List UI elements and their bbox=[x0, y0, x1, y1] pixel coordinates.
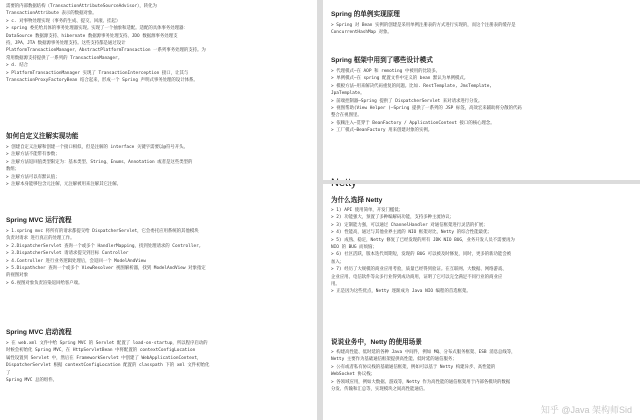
why-netty-section bbox=[331, 196, 634, 296]
watermark-text: 知乎 @Java 架构师Sid bbox=[540, 405, 632, 415]
bullet-line: JpaTemplate。 bbox=[331, 91, 365, 97]
section-heading: 为什么选择 Netty bbox=[331, 197, 383, 204]
singleton-section bbox=[331, 10, 634, 37]
netty-usage-section bbox=[331, 338, 634, 393]
bullet-line: Netty 主要作为基础通信框架提供高性能、低时延的通信服务； bbox=[331, 357, 457, 363]
bullet-line: 属性设置到 Servlet 中，然后在 FrameworkServlet 中创建了 WebApplicationContext， bbox=[6, 355, 202, 361]
intro-line: > PlatformTransactionManager 实现了 TransactionInterception 接口，让其与 bbox=[6, 70, 189, 76]
bullet-line: > 注解本身能够包含元注解，元注解被用来注解其它注解。 bbox=[6, 182, 122, 188]
page-break-divider bbox=[323, 180, 640, 184]
bullet-line: 时候会初始化 Spring MVC，在 HttpServletBean 中将配置的 contextConfigLocation bbox=[6, 348, 196, 354]
bullet-line: WebSocket 协议栈； bbox=[331, 372, 375, 378]
bullet-line: DispatcherServlet 根据 contextConfigLocation 配置的 classpath 下的 xml 文件初始化 bbox=[6, 363, 210, 369]
bullet-line: > 注解方法可以有默认值； bbox=[6, 174, 60, 180]
bullet-line: > 5) 成熟、稳定，Netty 修复了已经发现的所有 JDK NIO BUG，业务开发人员不需要再为 bbox=[331, 237, 515, 243]
bullet-line: > 4) 性能高，通过与其他业界主流的 NIO 框架对比，Netty 的综合性能最优； bbox=[331, 230, 492, 236]
section-heading: Spring MVC 启动流程 bbox=[6, 329, 72, 336]
bullet-line: > 公有或者私有协议栈的基础通信框架，例如可以基于 Netty 构建异步、高性能的 bbox=[331, 364, 496, 370]
bullet-line: 企业应用、电信软件等众多行业得到成功商用，证明了它可以完全满足不同行业的商业应 bbox=[331, 274, 503, 280]
bullet-line: > 视图帮助(View Helper )—Spring 提供了一系列的 JSP 标签，高效宏来辅助将分散的代码 bbox=[331, 106, 522, 112]
intro-line: TransactionProxyFactoryBean 结合起来，形成一个 Spring 声明式事务处理的设计体系。 bbox=[6, 78, 198, 84]
intro-line: > spring 委托给具体的事务处理器实现。实现了一个抽象和适配。适配的具体事务处理器： bbox=[6, 26, 188, 32]
bullet-line: 了 bbox=[6, 370, 11, 376]
bullet-line: 的视图对象 bbox=[6, 273, 28, 279]
bullet-line: > 创建自定义注解和创建一个接口相似，但是注解的 interface 关键字需要以@符号开头。 bbox=[6, 145, 188, 150]
bullet-line: > 工厂模式—BeanFactory 用来创建对象的实例。 bbox=[331, 128, 433, 134]
bullet-line: Spring MVC 总的组件。 bbox=[6, 378, 58, 384]
bullet-line: > 注解方法返回值类型限定为：基本类型、String、Enums、Annotation 或者是这些类型的 bbox=[6, 159, 193, 165]
design-patterns-section bbox=[331, 56, 634, 135]
intro-line: TransactionAttribute 表示的数据对象。 bbox=[6, 11, 97, 17]
left-document-page bbox=[0, 0, 317, 420]
bullet-line: > 1) API 使用简单，开发门槛低； bbox=[331, 208, 404, 213]
bullet-line: > 模板方法—用来解决代码重复的问题。比如. RestTemplate, JmsTemplate, bbox=[331, 83, 492, 89]
bullet-line: > 4.Controller 进行业务逻辑处理后，会返回一个 ModelAndView bbox=[6, 258, 146, 264]
bullet-line: > 3.DispatcherServlet 请请求提交到目标 Controller bbox=[6, 251, 129, 257]
bullet-line: > 前端控制器—Spring 提供了 DispatcherServlet 来对请求进行分发。 bbox=[331, 98, 483, 104]
bullet-line: > 注解方法不能带有参数； bbox=[6, 152, 60, 158]
section-heading: 说说业务中，Netty 的使用场景 bbox=[331, 339, 422, 346]
bullet-line: > 6.视图对象负责渲染返回给客户端。 bbox=[6, 280, 83, 286]
intro-line: > d. 结合 bbox=[6, 63, 28, 69]
bullet-line: 整合在视图里。 bbox=[331, 113, 362, 119]
bullet-line: > 5.Dispathcher 查询一个或多个 ViewResolver 视图解析器，找到 ModelAndView 对象指定 bbox=[6, 266, 206, 272]
bullet-line: > 正是因为这些优点，Netty 逐渐成为 Java NIO 编程的首选框架。 bbox=[331, 289, 471, 295]
bullet-line: 加入； bbox=[331, 259, 345, 265]
section-heading: 如何自定义注解实现功能 bbox=[6, 133, 79, 140]
bullet-line: > 构建高性能、低时延的各种 Java 中间件，例如 MQ、分布式服务框架、ESB 消息总线等， bbox=[331, 350, 516, 355]
bullet-line: > 3) 定制能力强，可以通过 ChannelHandler 对通信框架进行灵活的扩展； bbox=[331, 222, 488, 228]
intro-line: 持，JPA、JTA 数据源事务处理支持。这些支持都是通过设计 bbox=[6, 41, 126, 47]
bullet-line: > 2.DispatcherServlet 查询一个或多个 HandlerMapping，找到处理请求的 Controller。 bbox=[6, 243, 204, 249]
section-heading: Spring 的单例实现原理 bbox=[331, 11, 400, 18]
bullet-line: ConcurrentHashMap 对象。 bbox=[331, 30, 392, 36]
bullet-line: > 代理模式—在 AOP 和 remoting 中被用的比较多。 bbox=[331, 69, 441, 74]
bullet-line: 数组； bbox=[6, 167, 20, 173]
bullet-line: > 2) 功能强大，预置了多种编解码功能，支持多种主流协议； bbox=[331, 215, 454, 221]
intro-block bbox=[6, 3, 311, 84]
custom-annotation-section bbox=[6, 132, 311, 188]
right-document-page bbox=[323, 0, 640, 420]
bullet-line: > Spring 对 Bean 实例的创建是采用单例注册表的方式进行实现的，而这个注册表的缓存是 bbox=[331, 23, 516, 28]
intro-line: 常用数据源支持提供了一系列的 TransactionManager。 bbox=[6, 55, 123, 61]
bullet-line: > 在 web.xml 文件中给 Spring MVC 的 Servlet 配置了 load-on-startup，所以程序启动的 bbox=[6, 341, 208, 346]
bullet-line: > 依赖注入—贯穿于 BeanFactory / ApplicationContext 接口的核心理念。 bbox=[331, 120, 495, 126]
bullet-line: > 7) 经历了大规模的商业应用考验，质量已经得到验证。在互联网、大数据、网络游戏、 bbox=[331, 267, 507, 273]
intro-line: PlatformTransactionManager、AbstractPlatformTransaction 一系列事务处理的支持。为 bbox=[6, 48, 206, 54]
bullet-line: NIO 的 BUG 而烦恼； bbox=[331, 245, 377, 251]
section-heading: Spring 框架中用到了哪些设计模式 bbox=[331, 57, 433, 64]
bullet-line: 负责对请求 进行真正的处理工作。 bbox=[6, 236, 75, 242]
bullet-line: > 6) 社区活跃，版本迭代周期短，发现的 BUG 可以被及时修复，同时，更多的新功能会被 bbox=[331, 252, 512, 258]
bullet-line: > 单例模式—在 spring 配置文件中定义的 bean 默认为单例模式。 bbox=[331, 76, 469, 82]
bullet-line: > 各领域应用，例如大数据、游戏等，Netty 作为高性能的通信框架用于内部各模块的数据 bbox=[331, 379, 511, 385]
intro-line: > c. 对事物处理实现（事务的生成、提交、回滚、挂起） bbox=[6, 18, 121, 24]
intro-line: 需要的内部数据结构（TransactionAttributeSourceAdvisor），转化为 bbox=[6, 4, 157, 9]
bullet-line: 用。 bbox=[331, 282, 340, 288]
intro-line: DataSource 数据源支持、hibernate 数据源事务处理支持、JDO 数据源事务处理支 bbox=[6, 33, 178, 39]
springmvc-flow-section bbox=[6, 216, 311, 287]
section-heading: Spring MVC 运行流程 bbox=[6, 217, 72, 224]
bullet-line: 分发、传输和汇总等，实现模块之间高性能通信。 bbox=[331, 387, 428, 393]
springmvc-startup-section bbox=[6, 328, 311, 384]
bullet-line: > 1.spring mvc 将所有的请求都提交给 DispatcherServlet，它会委托应用系统的其他模块 bbox=[6, 229, 199, 234]
